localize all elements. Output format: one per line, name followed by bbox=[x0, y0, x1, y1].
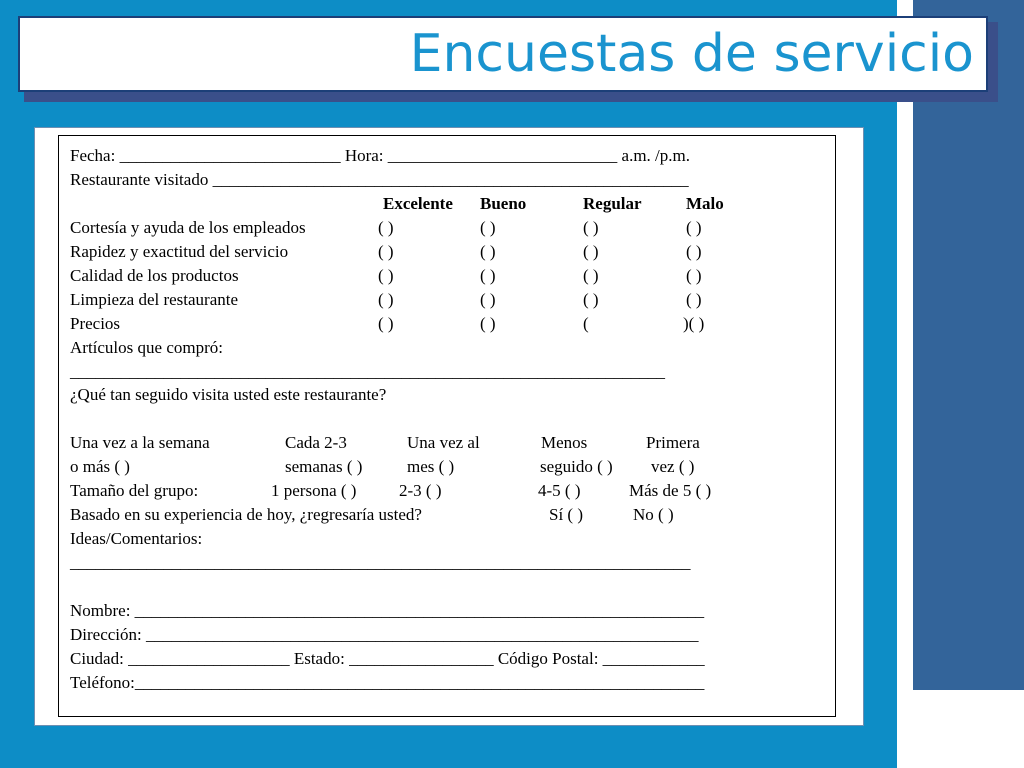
name-line: Nombre: ___________________________________________________________________ bbox=[70, 601, 705, 620]
group-size-label: Tamaño del grupo: bbox=[70, 481, 199, 500]
rating-label: Calidad de los productos bbox=[70, 266, 239, 285]
rating-mark: ( ) bbox=[583, 266, 599, 285]
rating-label: Rapidez y exactitud del servicio bbox=[70, 242, 289, 261]
frequency-option: seguido ( ) bbox=[540, 457, 613, 476]
header-malo: Malo bbox=[686, 194, 724, 213]
frequency-option: Primera bbox=[646, 433, 700, 452]
restaurant-line: Restaurante visitado ________________________________________________________ bbox=[70, 170, 689, 189]
rating-mark: ( ) bbox=[583, 242, 599, 261]
rating-mark: ( ) bbox=[480, 242, 496, 261]
comments-label: Ideas/Comentarios: bbox=[70, 529, 203, 548]
date-time-line: Fecha: __________________________ Hora: ___________________________ a.m. /p.m. bbox=[70, 146, 690, 165]
header-regular: Regular bbox=[583, 194, 642, 213]
header-excelente: Excelente bbox=[383, 194, 453, 213]
items-line: ______________________________________________________________________ bbox=[70, 362, 665, 381]
group-size-option: 1 persona ( ) bbox=[271, 481, 357, 500]
rating-mark: ( ) bbox=[378, 290, 394, 309]
city-line: Ciudad: ___________________ Estado: _________________ Código Postal: ____________ bbox=[70, 649, 705, 668]
phone-line: Teléfono:___________________________________________________________________ bbox=[70, 673, 705, 692]
frequency-option: semanas ( ) bbox=[285, 457, 363, 476]
slide-title: Encuestas de servicio bbox=[409, 24, 974, 84]
frequency-option: Una vez a la semana bbox=[70, 433, 210, 452]
items-label: Artículos que compró: bbox=[70, 338, 223, 357]
group-size-option: 2-3 ( ) bbox=[399, 481, 442, 500]
side-bar bbox=[913, 0, 1024, 690]
return-option: Sí ( ) bbox=[549, 505, 583, 524]
frequency-option: Una vez al bbox=[407, 433, 480, 452]
rating-label: Cortesía y ayuda de los empleados bbox=[70, 218, 306, 237]
group-size-option: 4-5 ( ) bbox=[538, 481, 581, 500]
frequency-option: Cada 2-3 bbox=[285, 433, 347, 452]
rating-mark: ( ) bbox=[480, 290, 496, 309]
group-size-option: Más de 5 ( ) bbox=[629, 481, 712, 500]
rating-mark: ( ) bbox=[480, 218, 496, 237]
rating-mark: ( ) bbox=[686, 290, 702, 309]
frequency-option: vez ( ) bbox=[651, 457, 695, 476]
title-box bbox=[18, 16, 988, 92]
rating-mark: ( ) bbox=[378, 314, 394, 333]
rating-mark: ( ) bbox=[686, 218, 702, 237]
frequency-option: Menos bbox=[541, 433, 588, 452]
comments-line: _________________________________________________________________________ bbox=[70, 553, 691, 572]
rating-mark: )( ) bbox=[683, 314, 705, 333]
return-option: No ( ) bbox=[633, 505, 674, 524]
address-line: Dirección: _________________________________________________________________ bbox=[70, 625, 699, 644]
rating-mark: ( ) bbox=[686, 266, 702, 285]
rating-mark: ( ) bbox=[480, 266, 496, 285]
rating-mark: ( ) bbox=[378, 266, 394, 285]
rating-mark: ( ) bbox=[480, 314, 496, 333]
rating-mark: ( ) bbox=[583, 290, 599, 309]
frequency-option: mes ( ) bbox=[407, 457, 455, 476]
rating-label: Precios bbox=[70, 314, 121, 333]
rating-mark: ( ) bbox=[686, 242, 702, 261]
frequency-option: o más ( ) bbox=[70, 457, 130, 476]
return-question: Basado en su experiencia de hoy, ¿regresaría usted? bbox=[70, 505, 422, 524]
rating-mark: ( ) bbox=[378, 218, 394, 237]
rating-mark: ( bbox=[583, 314, 589, 333]
header-bueno: Bueno bbox=[480, 194, 527, 213]
rating-mark: ( ) bbox=[378, 242, 394, 261]
frequency-question: ¿Qué tan seguido visita usted este restaurante? bbox=[70, 385, 387, 404]
rating-mark: ( ) bbox=[583, 218, 599, 237]
rating-label: Limpieza del restaurante bbox=[70, 290, 239, 309]
